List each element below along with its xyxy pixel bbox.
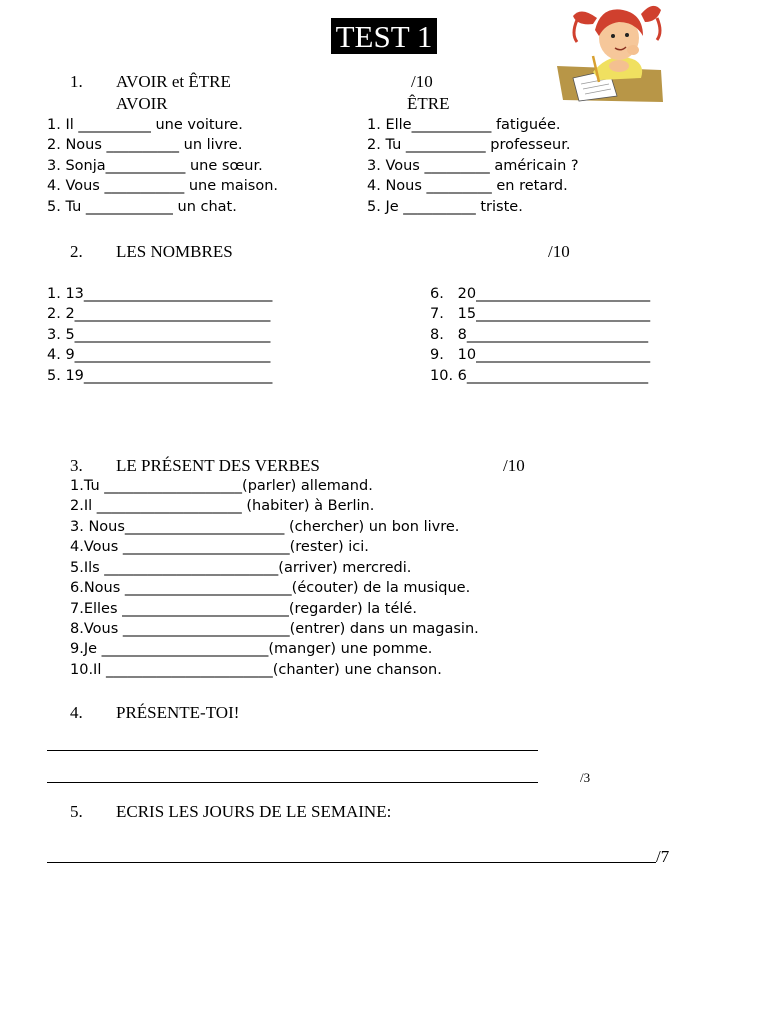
- verb-item: 1.Tu ___________________(parler) allemand.: [70, 478, 373, 494]
- number-item: 2. 2___________________________: [47, 306, 271, 322]
- verb-item: 9.Je _______________________(manger) une pomme.: [70, 641, 433, 657]
- section4-heading: PRÉSENTE-TOI!: [116, 703, 240, 722]
- number-item: 8. 8_________________________: [430, 327, 649, 343]
- avoir-item: 1. Il __________ une voiture.: [47, 117, 243, 133]
- number-item: 3. 5___________________________: [47, 327, 271, 343]
- number-item: 4. 9___________________________: [47, 347, 271, 363]
- section1-number: 1.: [70, 72, 83, 91]
- answer-line[interactable]: [47, 750, 538, 751]
- section3-heading: LE PRÉSENT DES VERBES: [116, 456, 320, 475]
- section3-score: /10: [503, 456, 525, 475]
- number-item: 5. 19__________________________: [47, 368, 273, 384]
- etre-item: 4. Nous _________ en retard.: [367, 178, 568, 194]
- section1-heading: AVOIR et ÊTRE: [116, 72, 231, 91]
- number-item: 1. 13__________________________: [47, 286, 273, 302]
- page-title: TEST 1: [331, 18, 437, 54]
- section2-score: /10: [548, 242, 570, 261]
- etre-item: 3. Vous _________ américain ?: [367, 158, 579, 174]
- etre-item: 2. Tu ___________ professeur.: [367, 137, 571, 153]
- etre-column-title: ÊTRE: [407, 94, 450, 113]
- avoir-item: 2. Nous __________ un livre.: [47, 137, 243, 153]
- answer-line[interactable]: [47, 782, 538, 783]
- avoir-item: 5. Tu ____________ un chat.: [47, 199, 237, 215]
- section4-number: 4.: [70, 703, 83, 722]
- section2-heading: LES NOMBRES: [116, 242, 233, 261]
- avoir-item: 3. Sonja___________ une sœur.: [47, 158, 263, 174]
- avoir-item: 4. Vous ___________ une maison.: [47, 178, 278, 194]
- verb-item: 6.Nous _______________________(écouter) de la musique.: [70, 580, 471, 596]
- etre-item: 5. Je __________ triste.: [367, 199, 523, 215]
- section5-heading: ECRIS LES JOURS DE LE SEMAINE:: [116, 802, 392, 821]
- section5-number: 5.: [70, 802, 83, 821]
- verb-item: 5.Ils ________________________(arriver) mercredi.: [70, 560, 412, 576]
- avoir-column-title: AVOIR: [116, 94, 168, 113]
- verb-item: 8.Vous _______________________(entrer) dans un magasin.: [70, 621, 479, 637]
- section1-score: /10: [411, 72, 433, 91]
- girl-writing-illustration: [553, 0, 665, 104]
- section3-number: 3.: [70, 456, 83, 475]
- answer-line[interactable]: [47, 862, 656, 863]
- verb-item: 3. Nous______________________ (chercher) un bon livre.: [70, 519, 460, 535]
- section2-number: 2.: [70, 242, 83, 261]
- number-item: 9. 10________________________: [430, 347, 651, 363]
- verb-item: 7.Elles _______________________(regarder) la télé.: [70, 601, 417, 617]
- number-item: 10. 6_________________________: [430, 368, 649, 384]
- verb-item: 2.Il ____________________ (habiter) à Berlin.: [70, 498, 375, 514]
- verb-item: 10.Il _______________________(chanter) une chanson.: [70, 662, 442, 678]
- number-item: 7. 15________________________: [430, 306, 651, 322]
- section4-score: /3: [580, 770, 591, 785]
- section5-score: /7: [656, 847, 670, 866]
- verb-item: 4.Vous _______________________(rester) ici.: [70, 539, 369, 555]
- number-item: 6. 20________________________: [430, 286, 651, 302]
- etre-item: 1. Elle___________ fatiguée.: [367, 117, 561, 133]
